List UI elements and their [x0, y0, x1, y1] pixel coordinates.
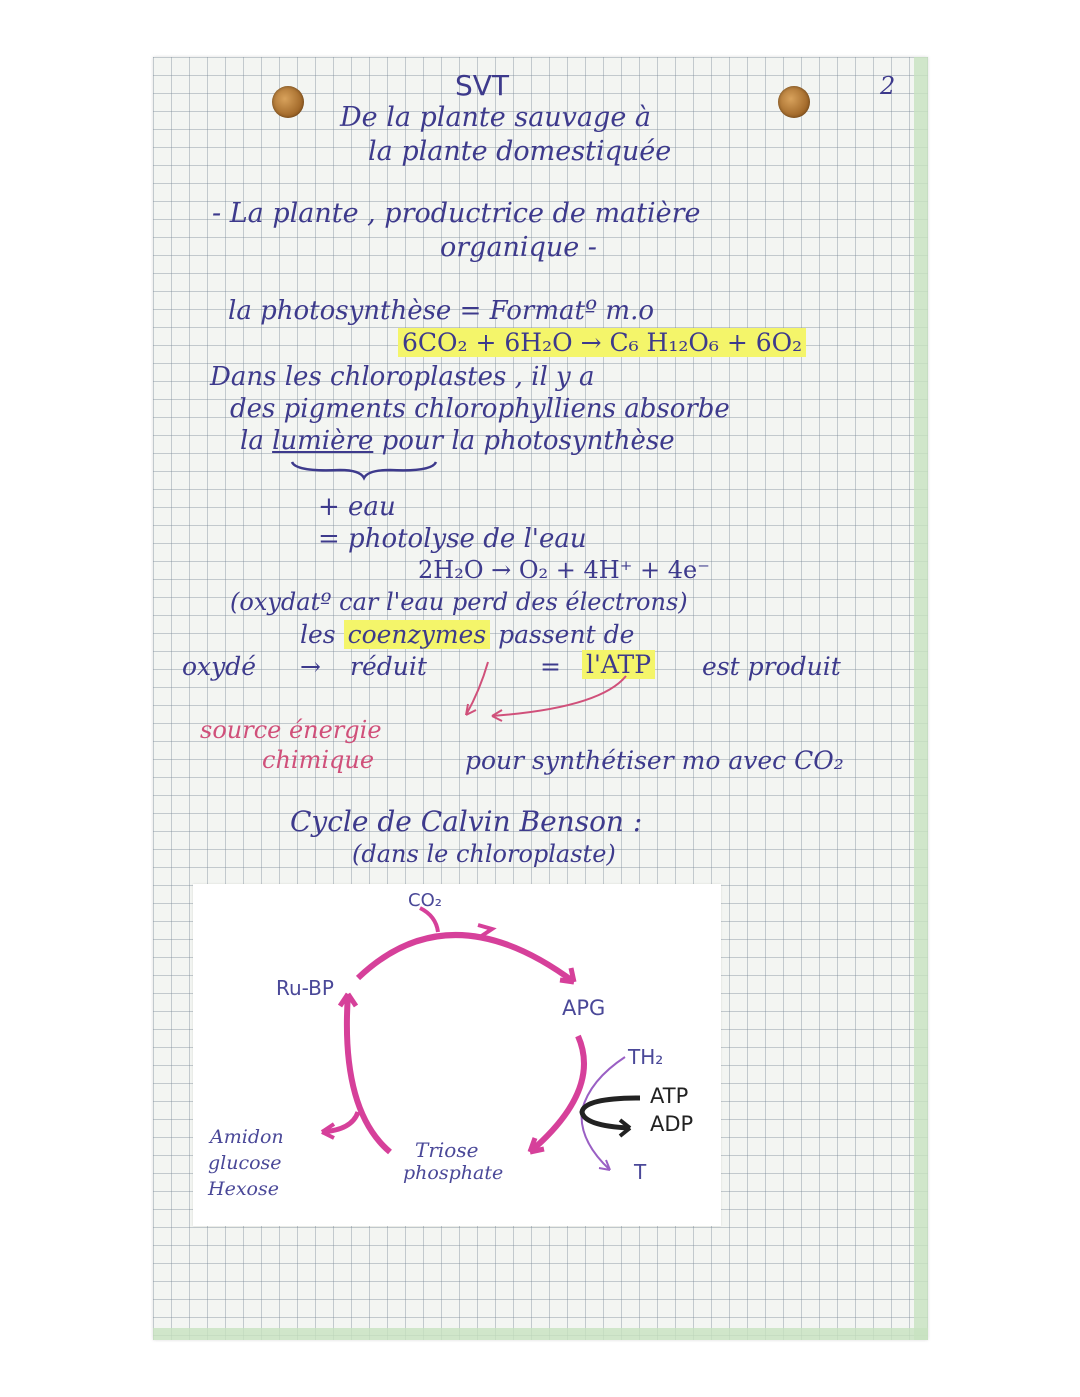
chapter-title: De la plante sauvage à — [340, 102, 651, 133]
triose-label: phosphate — [403, 1162, 504, 1184]
note-line: des pigments chlorophylliens absorbe — [230, 394, 730, 424]
product-label: Hexose — [208, 1178, 279, 1200]
subject-title: SVT — [455, 69, 510, 102]
note-line: pour synthétiser mo avec CO₂ — [465, 746, 844, 775]
light-word: lumière — [272, 426, 374, 456]
note-line: = photolyse de l'eau — [318, 524, 587, 554]
calvin-subtitle: (dans le chloroplaste) — [352, 840, 616, 868]
rubp-label: Ru-BP — [276, 976, 334, 1000]
adp-label: ADP — [650, 1112, 694, 1136]
calvin-title: Cycle de Calvin Benson : — [290, 805, 643, 838]
photolysis-equation: 2H₂O → O₂ + 4H⁺ + 4e⁻ — [418, 556, 710, 584]
arrow-glyph: → — [300, 652, 321, 681]
product-label: Amidon — [210, 1126, 284, 1148]
note-line: (oxydatº car l'eau perd des électrons) — [230, 588, 688, 616]
cycle-arrowhead — [478, 925, 492, 937]
product-label: glucose — [208, 1152, 282, 1174]
triose-label: Triose — [415, 1138, 479, 1162]
note-word: la — [240, 426, 264, 456]
note-word: passent de — [498, 620, 635, 649]
photosynthesis-definition: la photosynthèse = Formatº m.o — [228, 296, 654, 326]
section-title: organique - — [440, 232, 597, 263]
th2-line — [582, 1057, 625, 1170]
apg-label: APG — [562, 996, 606, 1020]
atp-diagram-label: ATP — [650, 1084, 689, 1108]
note-line: Dans les chloroplastes , il y a — [210, 362, 595, 392]
t-label: T — [634, 1160, 647, 1184]
chapter-title: la plante domestiquée — [368, 136, 672, 167]
note-line: oxydé — [182, 652, 257, 681]
th2-label: TH₂ — [628, 1045, 664, 1069]
atp-adp-arrow — [582, 1098, 640, 1128]
co2-label: CO₂ — [408, 890, 442, 911]
atp-highlight: l'ATP — [582, 650, 655, 679]
cycle-arc-triose-to-rubp — [347, 994, 390, 1152]
co2-entry-line — [420, 908, 438, 932]
note-line: réduit — [350, 652, 427, 681]
note-word: pour la photosynthèse — [381, 426, 675, 456]
energy-source-note: source énergie — [200, 716, 382, 744]
note-line: + eau — [318, 492, 396, 522]
section-title: - La plante , productrice de matière — [212, 198, 701, 229]
energy-source-note: chimique — [262, 746, 375, 774]
equation-highlight: 6CO₂ + 6H₂O → C₆ H₁₂O₆ + 6O₂ — [398, 328, 806, 357]
coenzymes-highlight: coenzymes — [344, 620, 491, 649]
page-number: 2 — [880, 72, 896, 100]
cycle-arc-rubp-to-apg — [358, 935, 574, 982]
cycle-arc-apg-to-triose — [530, 1036, 584, 1152]
note-line: est produit — [702, 652, 841, 681]
note-line: = — [540, 652, 561, 681]
note-word: les — [300, 620, 336, 649]
